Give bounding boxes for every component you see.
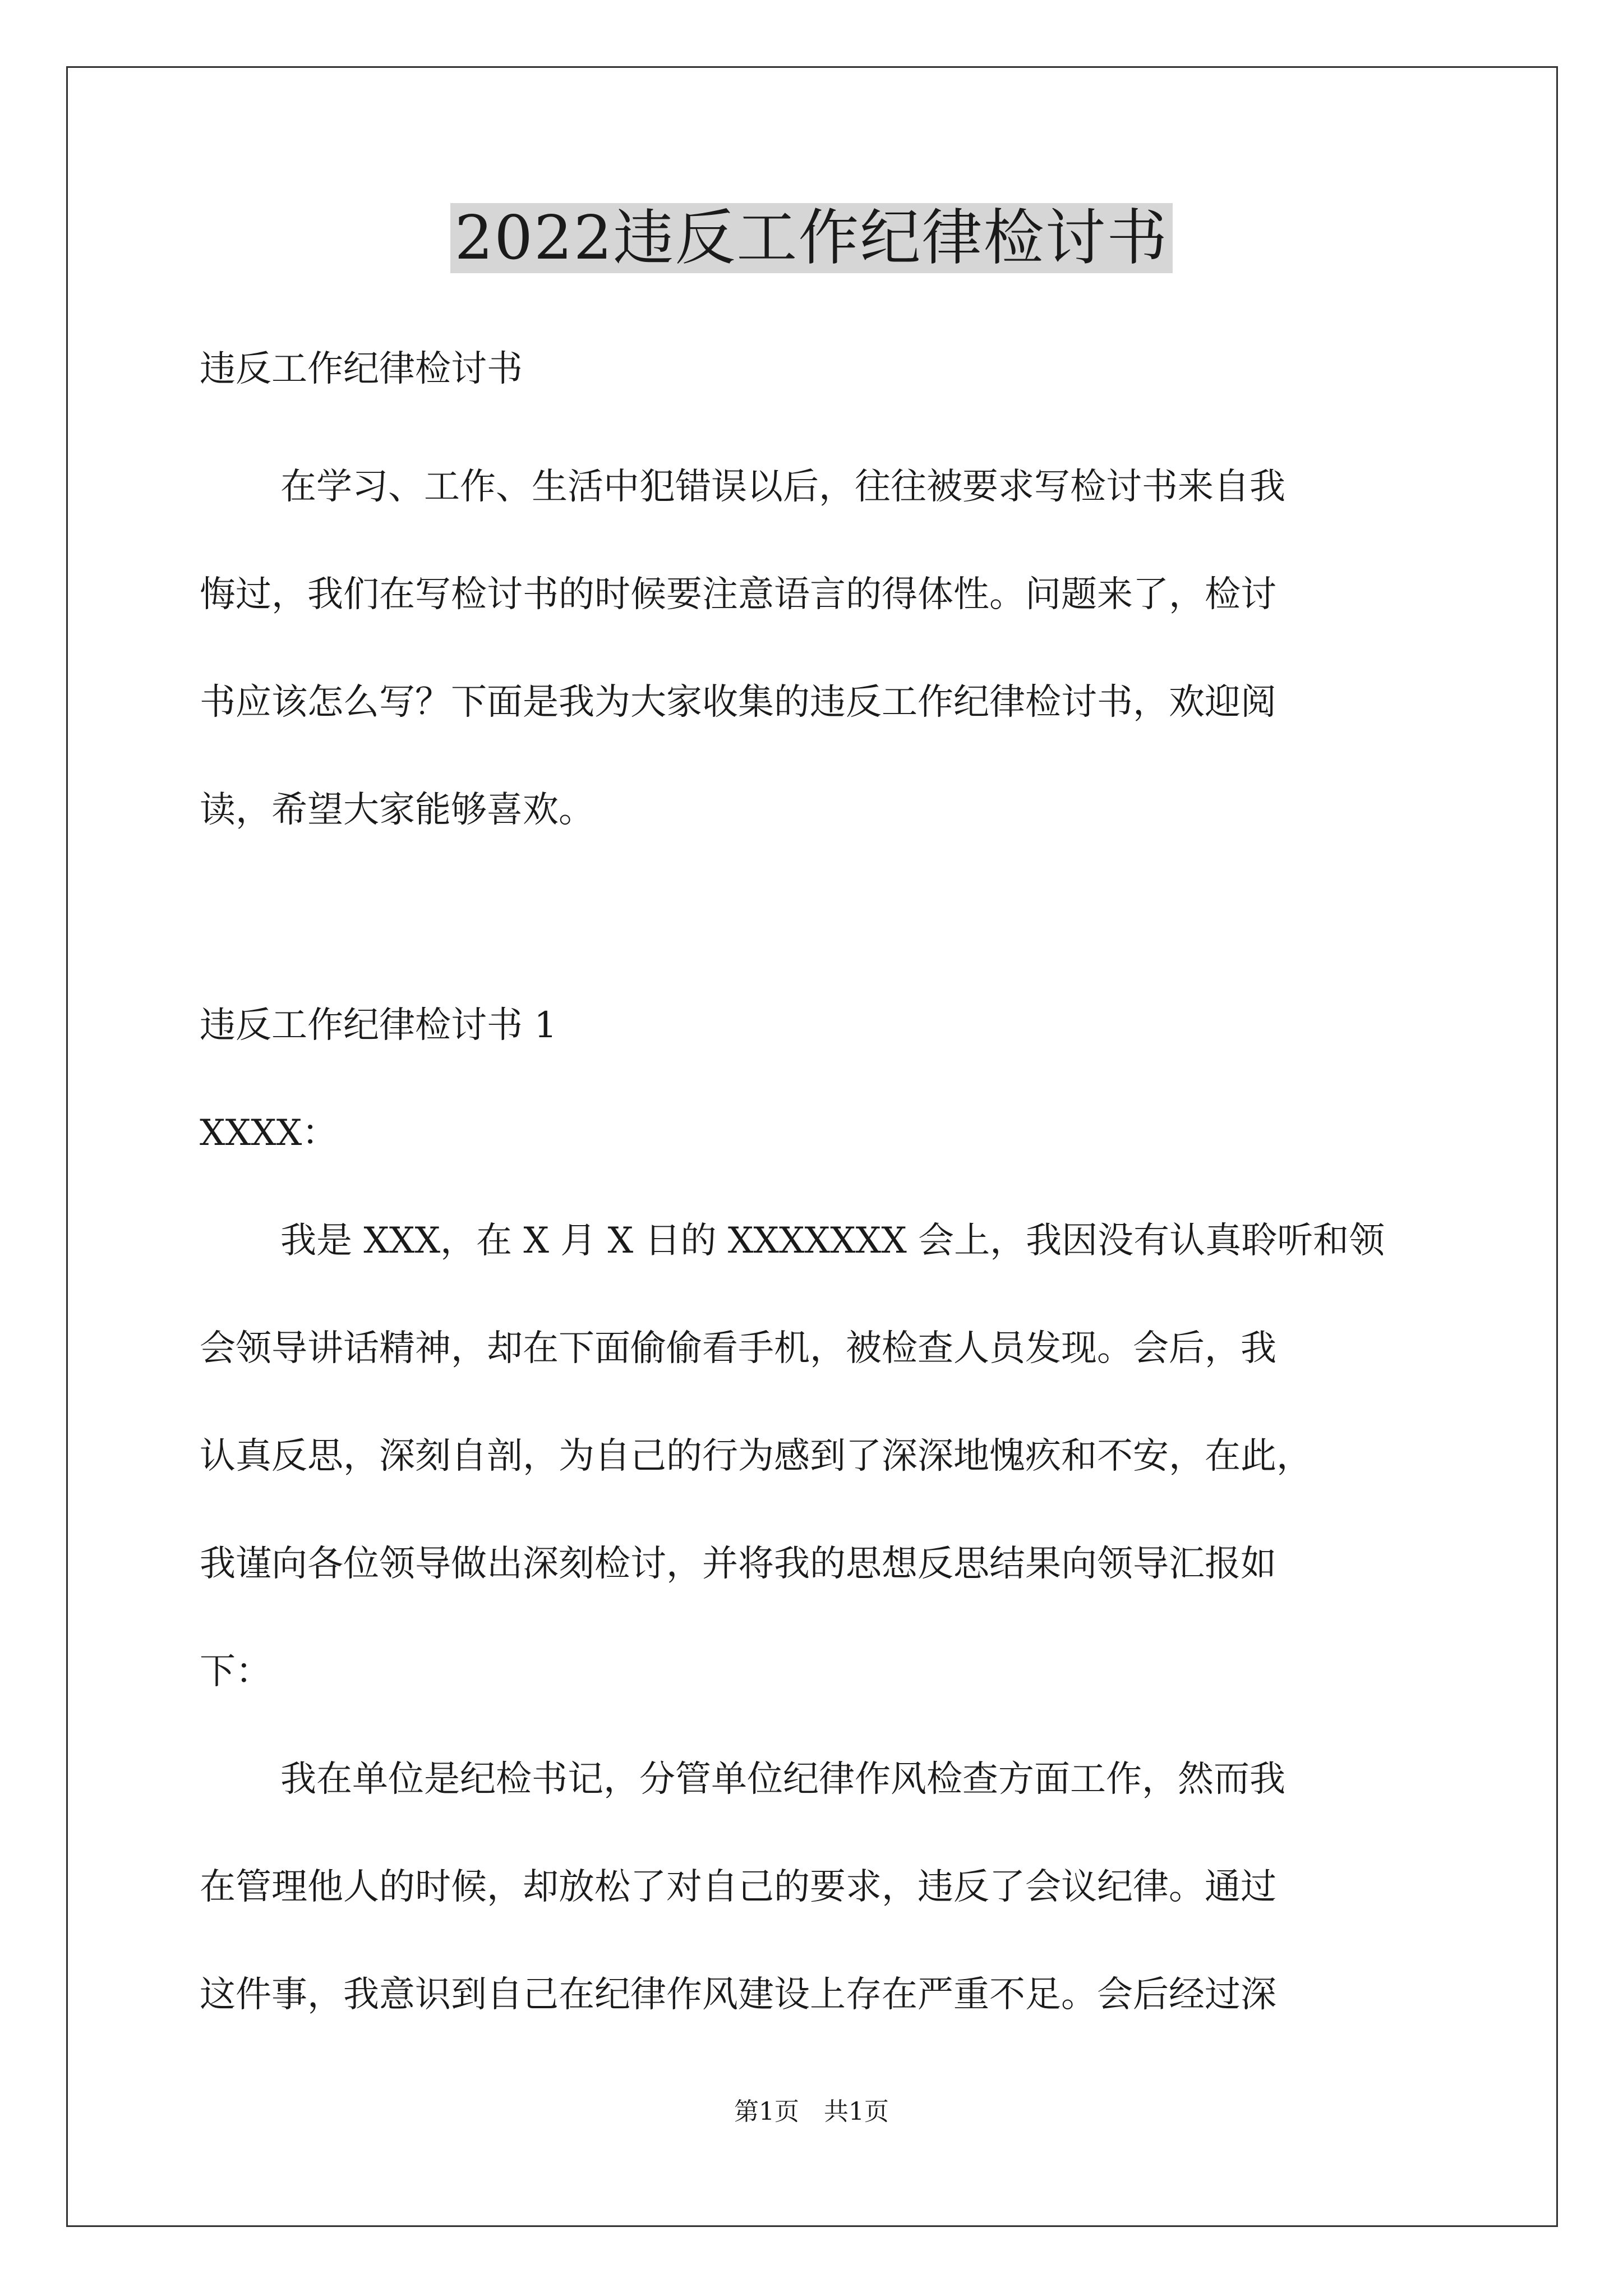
body-paragraph-line: 会领导讲话精神，却在下面偷偷看手机，被检查人员发现。会后，我 bbox=[200, 1328, 1276, 1369]
salutation: XXXX： bbox=[200, 1112, 338, 1154]
section-heading: 违反工作纪律检讨书 1 bbox=[200, 1005, 557, 1046]
document-title-text: 2022违反工作纪律检讨书 bbox=[450, 203, 1173, 273]
body-paragraph-line: 我是 XXX，在 X 月 X 日的 XXXXXXX 会上，我因没有认真聆听和领 bbox=[280, 1220, 1385, 1262]
intro-paragraph-line: 在学习、工作、生活中犯错误以后，往往被要求写检讨书来自我 bbox=[280, 466, 1285, 508]
body-paragraph-line: 下： bbox=[200, 1651, 271, 1692]
page-footer: 第1页 共1页 bbox=[734, 2097, 889, 2126]
intro-paragraph-line: 悔过，我们在写检讨书的时候要注意语言的得体性。问题来了，检讨 bbox=[200, 574, 1276, 615]
intro-paragraph-line: 书应该怎么写？下面是我为大家收集的违反工作纪律检讨书，欢迎阅 bbox=[200, 682, 1276, 723]
intro-paragraph-line: 读，希望大家能够喜欢。 bbox=[200, 789, 594, 831]
body-paragraph-line: 在管理他人的时候，却放松了对自己的要求，违反了会议纪律。通过 bbox=[200, 1866, 1276, 1908]
body-paragraph-line: 认真反思，深刻自剖，为自己的行为感到了深深地愧疚和不安，在此， bbox=[200, 1435, 1312, 1477]
body-paragraph-line: 我谨向各位领导做出深刻检讨，并将我的思想反思结果向领导汇报如 bbox=[200, 1543, 1276, 1585]
intro-heading: 违反工作纪律检讨书 bbox=[200, 348, 523, 390]
body-paragraph-line: 这件事，我意识到自己在纪律作风建设上存在严重不足。会后经过深 bbox=[200, 1974, 1276, 2016]
document-title bbox=[0, 199, 1623, 278]
body-paragraph-line: 我在单位是纪检书记，分管单位纪律作风检查方面工作，然而我 bbox=[280, 1759, 1285, 1800]
